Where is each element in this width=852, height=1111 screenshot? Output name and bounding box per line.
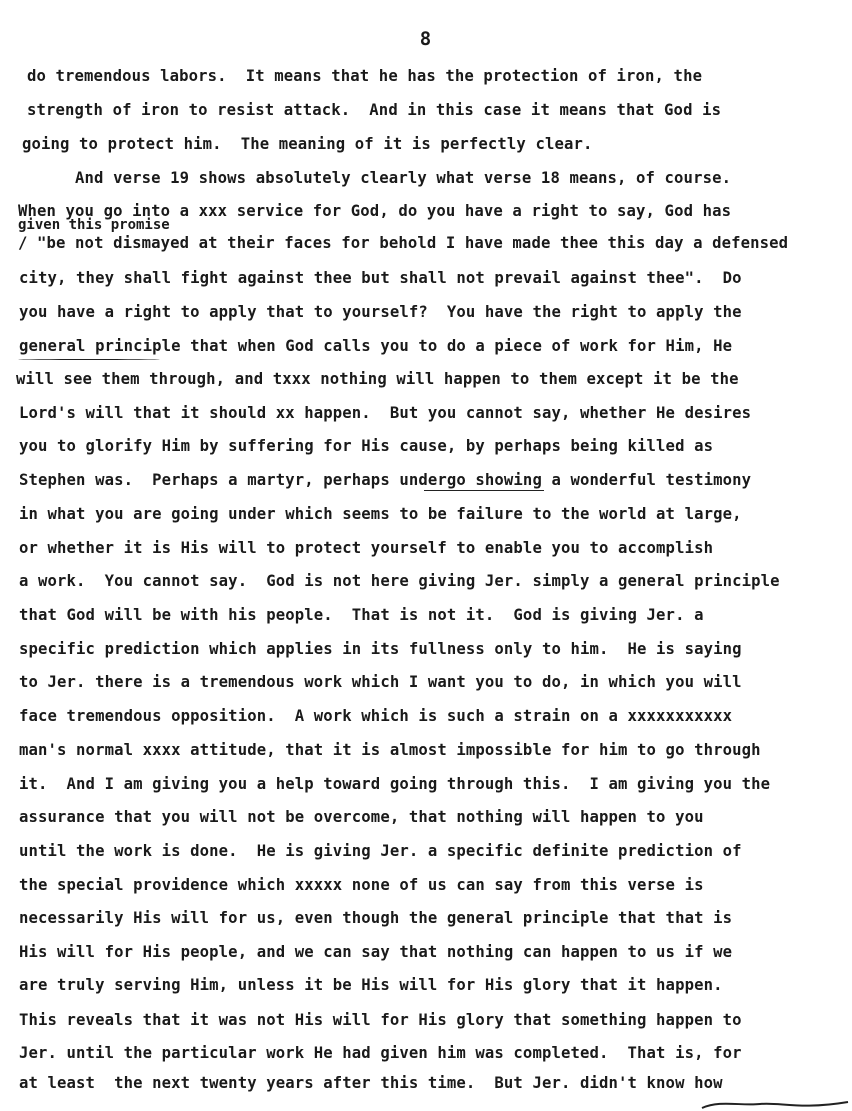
text-line-2: strength of iron to resist attack. And in this case it means that God is — [27, 101, 722, 119]
text-line-4: And verse 19 shows absolutely clearly what verse 18 means, of course. — [37, 169, 732, 187]
text-line-12: you to glorify Him by suffering for His cause, by perhaps being killed as — [19, 437, 714, 455]
underline-general-principle — [18, 359, 160, 360]
text-line-15: or whether it is His will to protect yourself to enable you to accomplish — [19, 539, 714, 557]
handwritten-insert-note: given this promise — [18, 217, 170, 233]
text-line-10: will see them through, and txxx nothing will happen to them except it be the — [16, 370, 739, 388]
text-line-27: His will for His people, and we can say that nothing can happen to us if we — [19, 943, 733, 961]
page-number: 8 — [419, 28, 433, 50]
text-line-30: Jer. until the particular work He had given him was completed. That is, for — [19, 1044, 742, 1062]
text-line-26: necessarily His will for us, even though the general principle that that is — [19, 909, 733, 927]
underline-undergo-showing — [424, 490, 544, 491]
text-line-1: do tremendous labors. It means that he has the protection of iron, the — [27, 67, 703, 85]
text-line-5: When you go into a xxx service for God, do you have a right to say, God has — [18, 202, 732, 220]
text-line-3: going to protect him. The meaning of it is perfectly clear. — [22, 135, 593, 153]
text-line-11: Lord's will that it should xx happen. But you cannot say, whether He desires — [19, 404, 752, 422]
text-line-24: until the work is done. He is giving Jer. a specific definite prediction of — [19, 842, 742, 860]
text-line-6: / "be not dismayed at their faces for behold I have made thee this day a defensed — [18, 234, 789, 252]
text-line-25: the special providence which xxxxx none of us can say from this verse is — [19, 876, 704, 894]
text-line-19: to Jer. there is a tremendous work which I want you to do, in which you will — [19, 673, 742, 691]
text-line-22: it. And I am giving you a help toward going through this. I am giving you the — [19, 775, 771, 793]
text-line-17: that God will be with his people. That is not it. God is giving Jer. a — [19, 606, 704, 624]
text-line-21: man's normal xxxx attitude, that it is almost impossible for him to go through — [19, 741, 761, 759]
text-line-31: at least the next twenty years after this time. But Jer. didn't know how — [19, 1074, 723, 1092]
scan-edge-smudge — [700, 1096, 850, 1110]
text-line-18: specific prediction which applies in its fullness only to him. He is saying — [19, 640, 742, 658]
text-line-14: in what you are going under which seems to be failure to the world at large, — [19, 505, 742, 523]
text-line-29: This reveals that it was not His will for His glory that something happen to — [19, 1011, 742, 1029]
text-line-28: are truly serving Him, unless it be His will for His glory that it happen. — [19, 976, 723, 994]
text-line-8: you have a right to apply that to yourself? You have the right to apply the — [19, 303, 742, 321]
text-line-16: a work. You cannot say. God is not here giving Jer. simply a general principle — [19, 572, 780, 590]
text-line-7: city, they shall fight against thee but shall not prevail against thee". Do — [19, 269, 742, 287]
text-line-9: general principle that when God calls you to do a piece of work for Him, He — [19, 337, 733, 355]
text-line-20: face tremendous opposition. A work which is such a strain on a xxxxxxxxxxx — [19, 707, 733, 725]
text-line-13: Stephen was. Perhaps a martyr, perhaps undergo showing a wonderful testimony — [19, 471, 752, 489]
text-line-23: assurance that you will not be overcome, that nothing will happen to you — [19, 808, 704, 826]
